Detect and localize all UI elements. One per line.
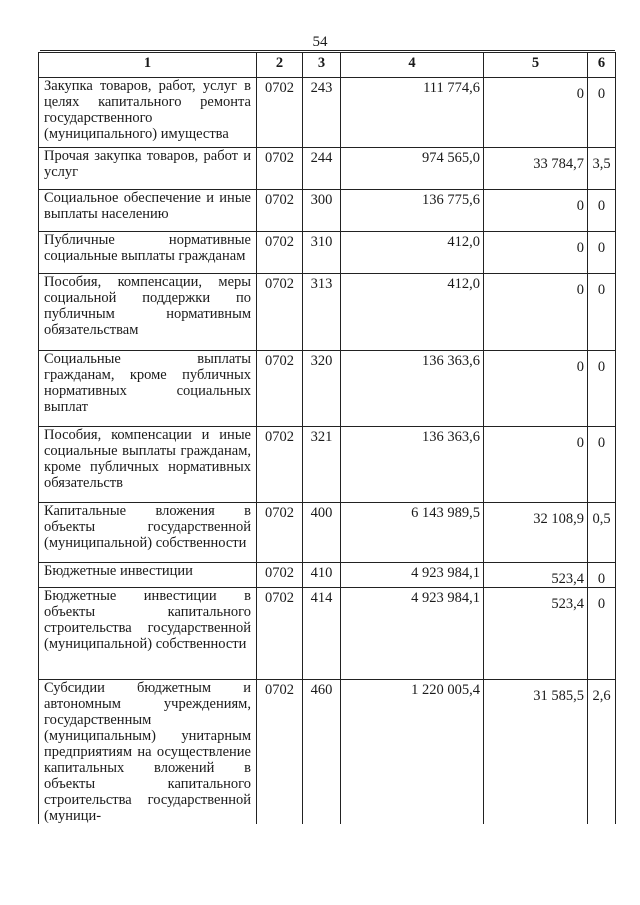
amount-col4: 111 774,6: [341, 78, 484, 148]
page-number: 54: [312, 34, 328, 50]
section-code: 0702: [257, 148, 303, 190]
table-row: [39, 503, 616, 563]
header-rule: [40, 50, 615, 51]
amount-col4: 974 565,0: [341, 148, 484, 190]
column-header: 2: [257, 53, 303, 78]
amount-col4: 4 923 984,1: [341, 588, 484, 680]
table-row: [39, 351, 616, 427]
section-code: 0702: [257, 680, 303, 825]
expense-type-code: 400: [303, 503, 341, 563]
expense-type-code: 300: [303, 190, 341, 232]
percent-col6: 0: [588, 232, 616, 274]
row-name: Закупка товаров, работ, услуг в целях капитального ремонта государственного (муниципального) имущества: [39, 78, 257, 148]
amount-col4: 412,0: [341, 274, 484, 351]
table-row: [39, 427, 616, 503]
amount-col4: 136 775,6: [341, 190, 484, 232]
amount-col5: 523,4: [484, 563, 588, 588]
expense-type-code: 414: [303, 588, 341, 680]
expense-type-code: 320: [303, 351, 341, 427]
amount-col4: 412,0: [341, 232, 484, 274]
percent-col6: 0,5: [588, 503, 616, 563]
amount-col5: 0: [484, 190, 588, 232]
table-row: [39, 274, 616, 351]
expense-type-code: 460: [303, 680, 341, 825]
expense-type-code: 310: [303, 232, 341, 274]
percent-col6: 2,6: [588, 680, 616, 825]
amount-col5: 0: [484, 232, 588, 274]
row-name: Пособия, компенсации и иные социальные выплаты гражданам, кроме публичных нормативных обязательств: [39, 427, 257, 503]
table-row: [39, 190, 616, 232]
section-code: 0702: [257, 78, 303, 148]
column-header: 3: [303, 53, 341, 78]
table-row: [39, 588, 616, 680]
row-name: Субсидии бюджетным и автономным учреждениям, государственным (муниципальным) унитарным предприятиям на осуществление капитальных вложений в объекты капитального строительства государственной (муници-: [39, 680, 257, 825]
section-code: 0702: [257, 503, 303, 563]
column-header: 5: [484, 53, 588, 78]
amount-col5: 32 108,9: [484, 503, 588, 563]
percent-col6: 0: [588, 274, 616, 351]
table-header-row: [39, 53, 616, 78]
percent-col6: 0: [588, 351, 616, 427]
row-name: Капитальные вложения в объекты государственной (муниципальной) собственности: [39, 503, 257, 563]
column-header: 6: [588, 53, 616, 78]
percent-col6: 3,5: [588, 148, 616, 190]
budget-table: [38, 52, 616, 824]
percent-col6: 0: [588, 588, 616, 680]
amount-col5: 0: [484, 78, 588, 148]
section-code: 0702: [257, 190, 303, 232]
table-row: [39, 78, 616, 148]
amount-col4: 4 923 984,1: [341, 563, 484, 588]
expense-type-code: 244: [303, 148, 341, 190]
percent-col6: 0: [588, 78, 616, 148]
section-code: 0702: [257, 351, 303, 427]
expense-type-code: 321: [303, 427, 341, 503]
amount-col5: 0: [484, 274, 588, 351]
percent-col6: 0: [588, 427, 616, 503]
section-code: 0702: [257, 274, 303, 351]
table-row: [39, 148, 616, 190]
section-code: 0702: [257, 588, 303, 680]
expense-type-code: 243: [303, 78, 341, 148]
amount-col4: 1 220 005,4: [341, 680, 484, 825]
amount-col5: 523,4: [484, 588, 588, 680]
amount-col5: 0: [484, 427, 588, 503]
amount-col5: 33 784,7: [484, 148, 588, 190]
row-name: Прочая закупка товаров, работ и услуг: [39, 148, 257, 190]
row-name: Публичные нормативные социальные выплаты гражданам: [39, 232, 257, 274]
row-name: Бюджетные инвестиции: [39, 563, 257, 588]
row-name: Социальное обеспечение и иные выплаты населению: [39, 190, 257, 232]
amount-col5: 31 585,5: [484, 680, 588, 825]
section-code: 0702: [257, 232, 303, 274]
amount-col4: 136 363,6: [341, 351, 484, 427]
percent-col6: 0: [588, 190, 616, 232]
table-row: [39, 680, 616, 825]
row-name: Бюджетные инвестиции в объекты капитального строительства государственной (муниципальной) собственности: [39, 588, 257, 680]
table-row: [39, 563, 616, 588]
column-header: 1: [39, 53, 257, 78]
percent-col6: 0: [588, 563, 616, 588]
row-name: Социальные выплаты гражданам, кроме публичных нормативных социальных выплат: [39, 351, 257, 427]
column-header: 4: [341, 53, 484, 78]
table-row: [39, 232, 616, 274]
section-code: 0702: [257, 427, 303, 503]
expense-type-code: 410: [303, 563, 341, 588]
amount-col5: 0: [484, 351, 588, 427]
amount-col4: 6 143 989,5: [341, 503, 484, 563]
expense-type-code: 313: [303, 274, 341, 351]
section-code: 0702: [257, 563, 303, 588]
row-name: Пособия, компенсации, меры социальной поддержки по публичным нормативным обязательствам: [39, 274, 257, 351]
amount-col4: 136 363,6: [341, 427, 484, 503]
